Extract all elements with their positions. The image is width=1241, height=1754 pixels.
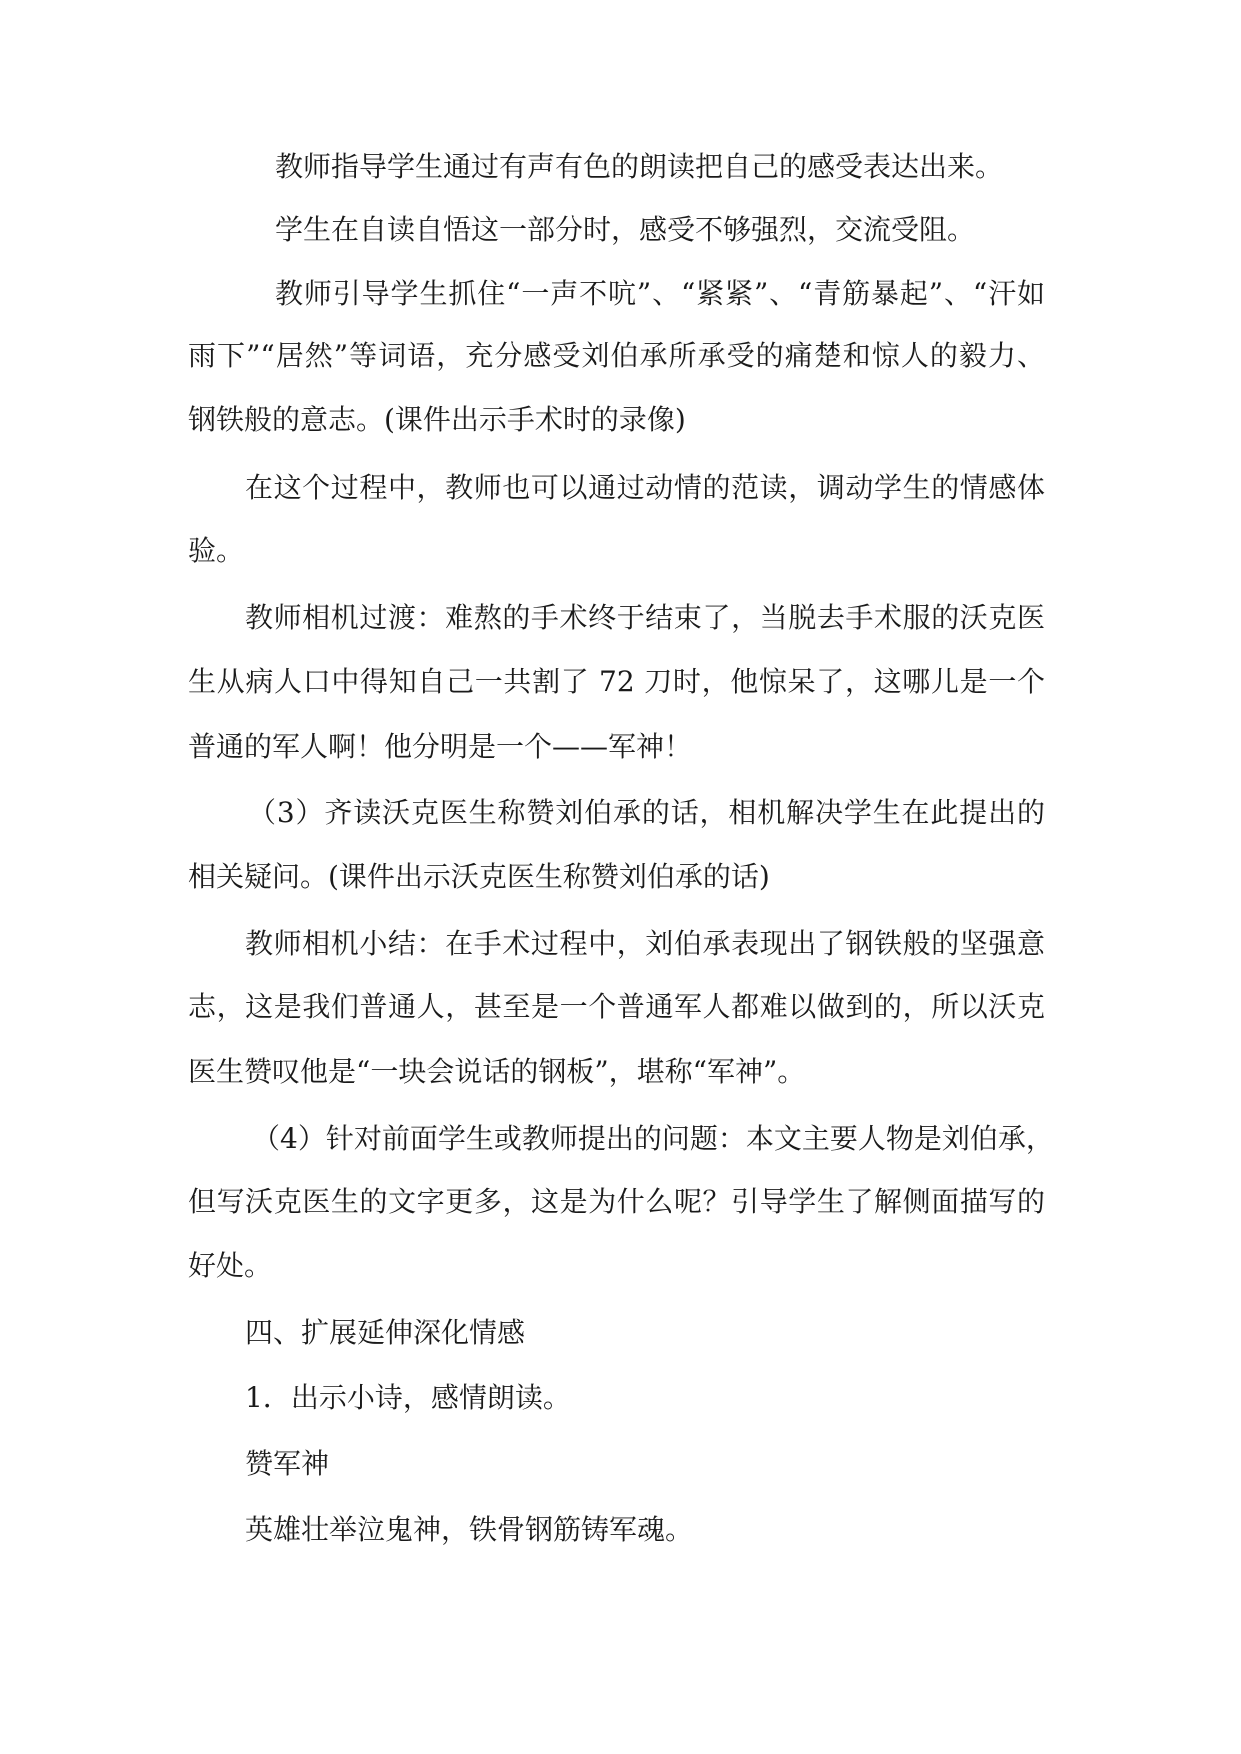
list-item: 1．出示小诗，感情朗读。 xyxy=(245,1381,571,1414)
paragraph-line: 相关疑问。(课件出示沃克医生称赞刘伯承的话) xyxy=(188,860,770,893)
paragraph-line: 志，这是我们普通人，甚至是一个普通军人都难以做到的，所以沃克 xyxy=(188,990,1045,1023)
paragraph-line: 医生赞叹他是“一块会说话的钢板”，堪称“军神”。 xyxy=(188,1055,806,1088)
paragraph-line: 学生在自读自悟这一部分时，感受不够强烈，交流受阻。 xyxy=(275,213,976,246)
paragraph-line: （3）齐读沃克医生称赞刘伯承的话，相机解决学生在此提出的 xyxy=(248,796,1045,829)
paragraph-line: 验。 xyxy=(188,534,245,567)
section-heading: 四、扩展延伸深化情感 xyxy=(245,1316,526,1349)
paragraph-line: 教师引导学生抓住“一声不吭”、“紧紧”、“青筋暴起”、“汗如 xyxy=(275,277,1045,310)
paragraph-line: 普通的军人啊！他分明是一个——军神！ xyxy=(188,730,693,763)
poem-line: 英雄壮举泣鬼神，铁骨钢筋铸军魂。 xyxy=(245,1513,694,1546)
paragraph-line: 生从病人口中得知自己一共割了 72 刀时，他惊呆了，这哪儿是一个 xyxy=(188,665,1045,698)
poem-title: 赞军神 xyxy=(245,1447,330,1480)
paragraph-line: 教师指导学生通过有声有色的朗读把自己的感受表达出来。 xyxy=(275,150,1004,183)
paragraph-line: 但写沃克医生的文字更多，这是为什么呢？引导学生了解侧面描写的 xyxy=(188,1185,1045,1218)
paragraph-line: 教师相机过渡：难熬的手术终于结束了，当脱去手术服的沃克医 xyxy=(245,601,1045,634)
paragraph-line: 好处。 xyxy=(188,1249,273,1282)
paragraph-line: 雨下”“居然”等词语，充分感受刘伯承所承受的痛楚和惊人的毅力、 xyxy=(188,339,1045,372)
paragraph-line: （4）针对前面学生或教师提出的问题：本文主要人物是刘伯承， xyxy=(252,1122,1054,1155)
paragraph-line: 教师相机小结：在手术过程中，刘伯承表现出了钢铁般的坚强意 xyxy=(245,927,1045,960)
paragraph-line: 在这个过程中，教师也可以通过动情的范读，调动学生的情感体 xyxy=(245,471,1045,504)
paragraph-line: 钢铁般的意志。(课件出示手术时的录像) xyxy=(188,403,686,436)
